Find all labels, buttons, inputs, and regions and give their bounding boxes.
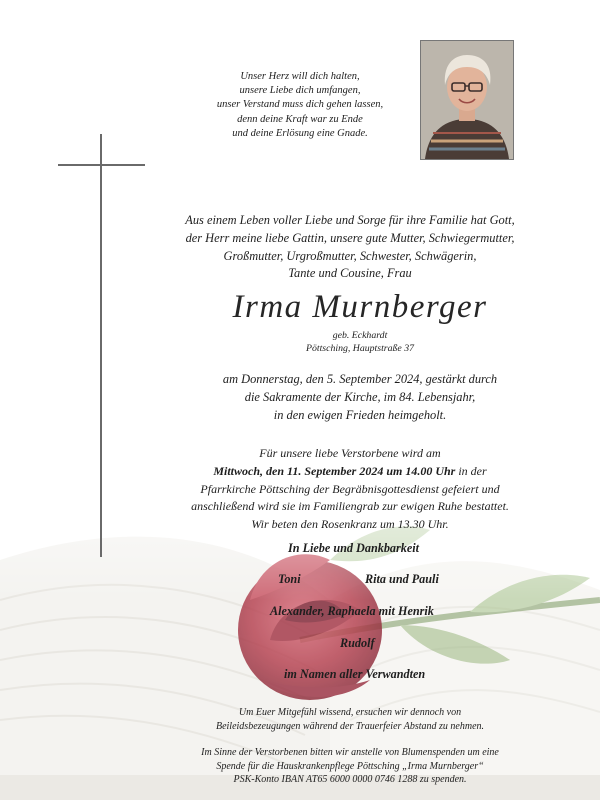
service-line: anschließend wird sie im Familiengrab zur ewigen Ruhe bestattet. — [191, 499, 509, 514]
mourner-rita-pauli: Rita und Pauli — [365, 572, 439, 586]
service-line: Pfarrkirche Pöttsching der Begräbnisgottesdienst gefeiert und — [200, 481, 500, 496]
intro-line: Großmutter, Urgroßmutter, Schwester, Schwägerin, — [223, 248, 477, 263]
note-line: Spende für die Hauskrankenpflege Pöttsching „Irma Murnberger“ — [216, 760, 484, 772]
death-announcement — [170, 371, 550, 424]
note-line: Beileidsbezeugungen während der Trauerfeier Abstand zu nehmen. — [215, 720, 485, 732]
portrait-photo — [420, 40, 514, 160]
death-line: in den ewigen Frieden heimgeholt. — [273, 407, 447, 422]
poem-line: denn deine Kraft war zu Ende — [237, 113, 363, 125]
mourner-toni: Toni — [278, 572, 301, 586]
memorial-poem — [185, 70, 415, 141]
service-line: Für unsere liebe Verstorbene wird am — [259, 446, 441, 460]
birth-and-address — [255, 329, 465, 355]
deceased-name: Irma Murnberger — [232, 289, 488, 325]
note-line: Im Sinne der Verstorbenen bitten wir anstelle von Blumenspenden um eine — [201, 747, 499, 758]
poem-line: Unser Herz will dich halten, — [240, 71, 360, 82]
poem-line: unsere Liebe dich umfangen, — [239, 85, 361, 97]
poem-line: und deine Erlösung eine Gnade. — [232, 127, 368, 139]
birth-name: geb. Eckhardt — [332, 330, 388, 341]
note-line: Um Euer Mitgefühl wissend, ersuchen wir dennoch von — [238, 707, 462, 718]
intro-line: der Herr meine liebe Gattin, unsere gute Mutter, Schwiegermutter, — [185, 230, 515, 245]
service-date-line — [150, 463, 550, 481]
poem-line: unser Verstand muss dich gehen lassen, — [216, 99, 384, 111]
intro-paragraph — [150, 212, 550, 283]
iban-line: PSK-Konto IBAN AT65 6000 0000 0746 1288 zu spenden. — [233, 774, 467, 785]
cross-horizontal-bar — [58, 164, 145, 166]
service-date: Mittwoch, den 11. September 2024 um 14.00 Uhr — [213, 463, 456, 478]
mourner-relatives: im Namen aller Verwandten — [284, 667, 426, 681]
address: Pöttsching, Hauptstraße 37 — [305, 343, 415, 354]
mourner-rudolf: Rudolf — [340, 636, 375, 650]
death-line: am Donnerstag, den 5. September 2024, gestärkt durch — [222, 372, 498, 386]
condolence-note — [150, 706, 550, 733]
donation-note — [150, 746, 550, 787]
rosary-line: Wir beten den Rosenkranz um 13.30 Uhr. — [251, 517, 449, 532]
service-line-rest: in der — [455, 463, 487, 478]
intro-line: Tante und Cousine, Frau — [288, 266, 412, 281]
death-line: die Sakramente der Kirche, im 84. Lebensjahr, — [244, 389, 476, 404]
mourner-grandchildren: Alexander, Raphaela mit Henrik — [270, 604, 434, 618]
cross-vertical-bar — [100, 134, 102, 557]
mourners-heading: In Liebe und Dankbarkeit — [288, 541, 420, 555]
funeral-service-info — [150, 445, 550, 534]
intro-line: Aus einem Leben voller Liebe und Sorge für ihre Familie hat Gott, — [185, 213, 515, 227]
